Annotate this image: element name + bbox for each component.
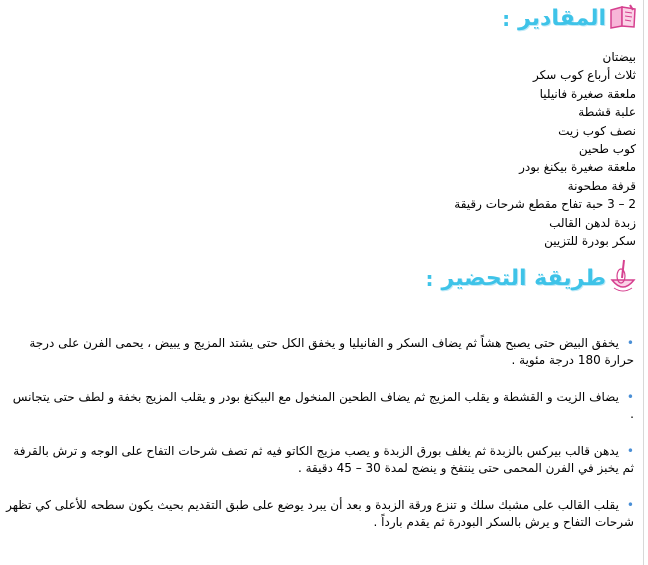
steps-list — [6, 335, 634, 531]
list-item: نصف كوب زيت — [558, 123, 636, 138]
list-item: ملعقة صغيرة بيكنغ بودر — [519, 160, 636, 175]
ingredients-heading-colon: : — [502, 7, 511, 31]
step-text: يضاف الزيت و القشطة و يقلب المزيج ثم يضاف الطحين المنخول مع البيكنغ بودر و يقلب المزيج بخفة و لطف حتى يتجانس . — [12, 390, 634, 421]
list-item: علبة قشطة — [578, 105, 636, 120]
step-text: يدهن قالب بيركس بالزبدة ثم يغلف بورق الزبدة و يصب مزيج الكاتو فيه ثم تصف شرحات التفاح على الوجه و ترش بالقرفة ثم يخبز في الفرن المحمى حتى ينتفخ و ينضج لمدة 30 – 45 دقيقة . — [13, 444, 634, 475]
list-item: ملعقة صغيرة فانيليا — [539, 86, 636, 101]
ingredients-heading-text: المقادير — [518, 6, 606, 31]
bullet-icon: • — [626, 336, 634, 350]
list-item: بيضتان — [602, 50, 636, 64]
method-heading-text: طريقة التحضير — [441, 266, 606, 291]
bullet-icon: • — [626, 498, 634, 512]
bullet-icon: • — [626, 444, 634, 458]
list-item: ثلاث أرباع كوب سكر — [532, 68, 636, 83]
list-item — [6, 389, 634, 423]
list-item — [6, 335, 634, 369]
list-item: 2 – 3 حبة تفاح مقطع شرحات رقيقة — [454, 197, 636, 212]
list-item: قرفة مطحونة — [567, 178, 636, 193]
step-text: يقلب القالب على مشبك سلك و تنزع ورقة الزبدة و بعد أن يبرد يوضع على طبق التقديم بحيث يكون سطحه للأعلى كي تظهر شرحات التفاح و يرش بالسكر البودرة ثم يقدم بارداً . — [6, 498, 634, 529]
list-item — [6, 443, 634, 477]
whisk-bowl-icon — [608, 258, 638, 300]
method-heading — [426, 258, 638, 300]
list-item: سكر بودرة للتزيين — [544, 233, 636, 248]
page-right-border — [643, 0, 644, 565]
list-item: زبدة لدهن القالب — [549, 215, 636, 230]
ingredients-heading — [502, 4, 638, 34]
method-heading-colon: : — [425, 267, 434, 291]
list-item — [6, 497, 634, 531]
ingredients-list — [454, 48, 636, 250]
list-item: كوب طحين — [578, 141, 636, 156]
step-text: يخفق البيض حتى يصبح هشاً ثم يضاف السكر و الفانيليا و يخفق الكل حتى يشتد المزيج و يبيض ، يحمى الفرن على درجة حرارة 180 درجة مئوية . — [29, 336, 634, 367]
book-icon — [608, 4, 638, 34]
bullet-icon: • — [626, 390, 634, 404]
